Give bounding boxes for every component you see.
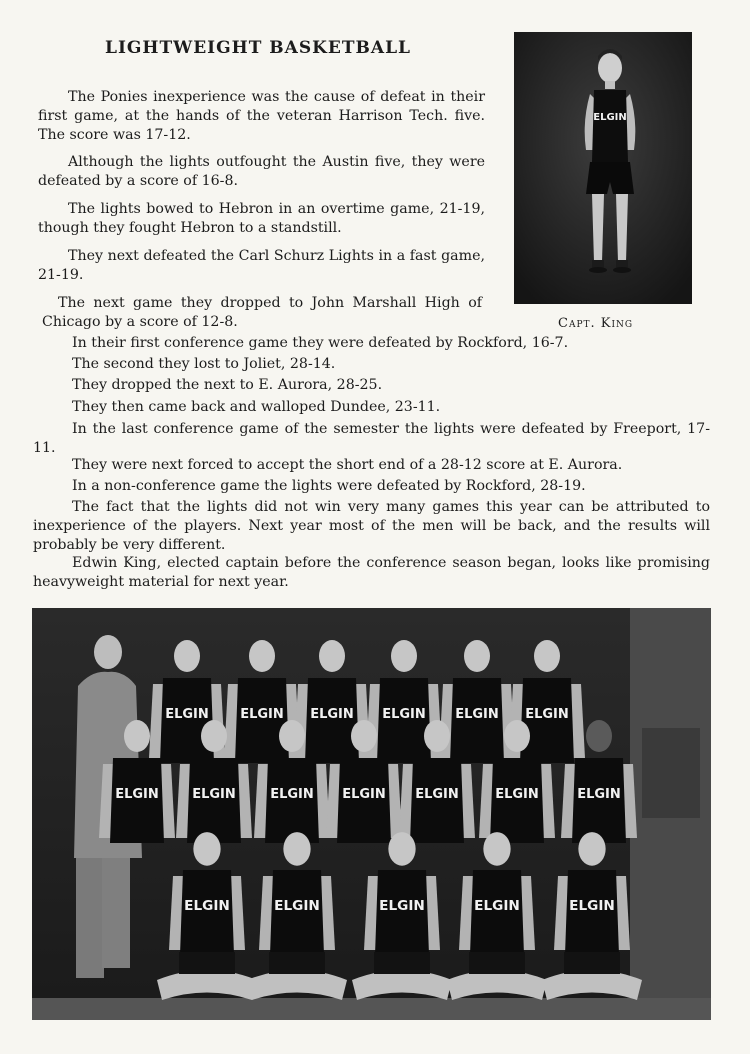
jersey-text: ELGIN bbox=[274, 898, 320, 914]
jersey-text: ELGIN bbox=[342, 787, 386, 802]
jersey-text: ELGIN bbox=[382, 707, 426, 722]
paragraph-austin: Although the lights outfought the Austin five, they were defeated by a score of 16-8. bbox=[38, 154, 485, 189]
paragraph-schurz: They next defeated the Carl Schurz Lights in a fast game, 21-19. bbox=[38, 248, 485, 283]
portrait-jersey-text: ELGIN bbox=[593, 112, 627, 123]
jersey-text: ELGIN bbox=[184, 898, 230, 914]
team-photo bbox=[32, 608, 711, 1020]
paragraph-freeport: In the last conference game of the semester the lights were defeated by Freeport, 17-11. bbox=[33, 421, 710, 456]
jersey-text: ELGIN bbox=[165, 707, 209, 722]
jersey-text: ELGIN bbox=[495, 787, 539, 802]
line-joliet: The second they lost to Joliet, 28-14. bbox=[72, 356, 336, 372]
jersey-text: ELGIN bbox=[455, 707, 499, 722]
line-aurora: They dropped the next to E. Aurora, 28-25. bbox=[72, 377, 383, 393]
line-dundee: They then came back and walloped Dundee, 23-11. bbox=[72, 399, 441, 415]
paragraph-inexperience: The fact that the lights did not win very many games this year can be attributed to inexperience of the players. Next year most of the men will be back, and the results will probably be very different. bbox=[33, 499, 710, 553]
jersey-text: ELGIN bbox=[415, 787, 459, 802]
paragraph-harrison: The Ponies inexperience was the cause of defeat in their first game, at the hands of the veteran Harrison Tech. five. The score was 17-12. bbox=[38, 89, 485, 143]
jersey-text: ELGIN bbox=[310, 707, 354, 722]
paragraph-king: Edwin King, elected captain before the conference season began, looks like promising heavyweight material for next year. bbox=[33, 555, 710, 590]
jersey-text: ELGIN bbox=[379, 898, 425, 914]
paragraph-hebron: The lights bowed to Hebron in an overtime game, 21-19, though they fought Hebron to a standstill. bbox=[38, 201, 485, 236]
jersey-text: ELGIN bbox=[577, 787, 621, 802]
jersey-text: ELGIN bbox=[474, 898, 520, 914]
paragraph-marshall: The next game they dropped to John Marshall High of Chicago by a score of 12-8. bbox=[42, 295, 482, 330]
captain-portrait-photo bbox=[514, 32, 692, 304]
line-aurora-2: They were next forced to accept the short end of a 28-12 score at E. Aurora. bbox=[72, 457, 623, 473]
jersey-text: ELGIN bbox=[240, 707, 284, 722]
jersey-text: ELGIN bbox=[192, 787, 236, 802]
jersey-text: ELGIN bbox=[525, 707, 569, 722]
line-rockford-2: In a non-conference game the lights were defeated by Rockford, 28-19. bbox=[72, 478, 586, 494]
jersey-text: ELGIN bbox=[569, 898, 615, 914]
portrait-caption: Capt. King bbox=[558, 316, 634, 331]
line-rockford: In their first conference game they were defeated by Rockford, 16-7. bbox=[72, 335, 569, 351]
page-title: LIGHTWEIGHT BASKETBALL bbox=[105, 38, 411, 58]
jersey-text: ELGIN bbox=[270, 787, 314, 802]
jersey-text: ELGIN bbox=[115, 787, 159, 802]
